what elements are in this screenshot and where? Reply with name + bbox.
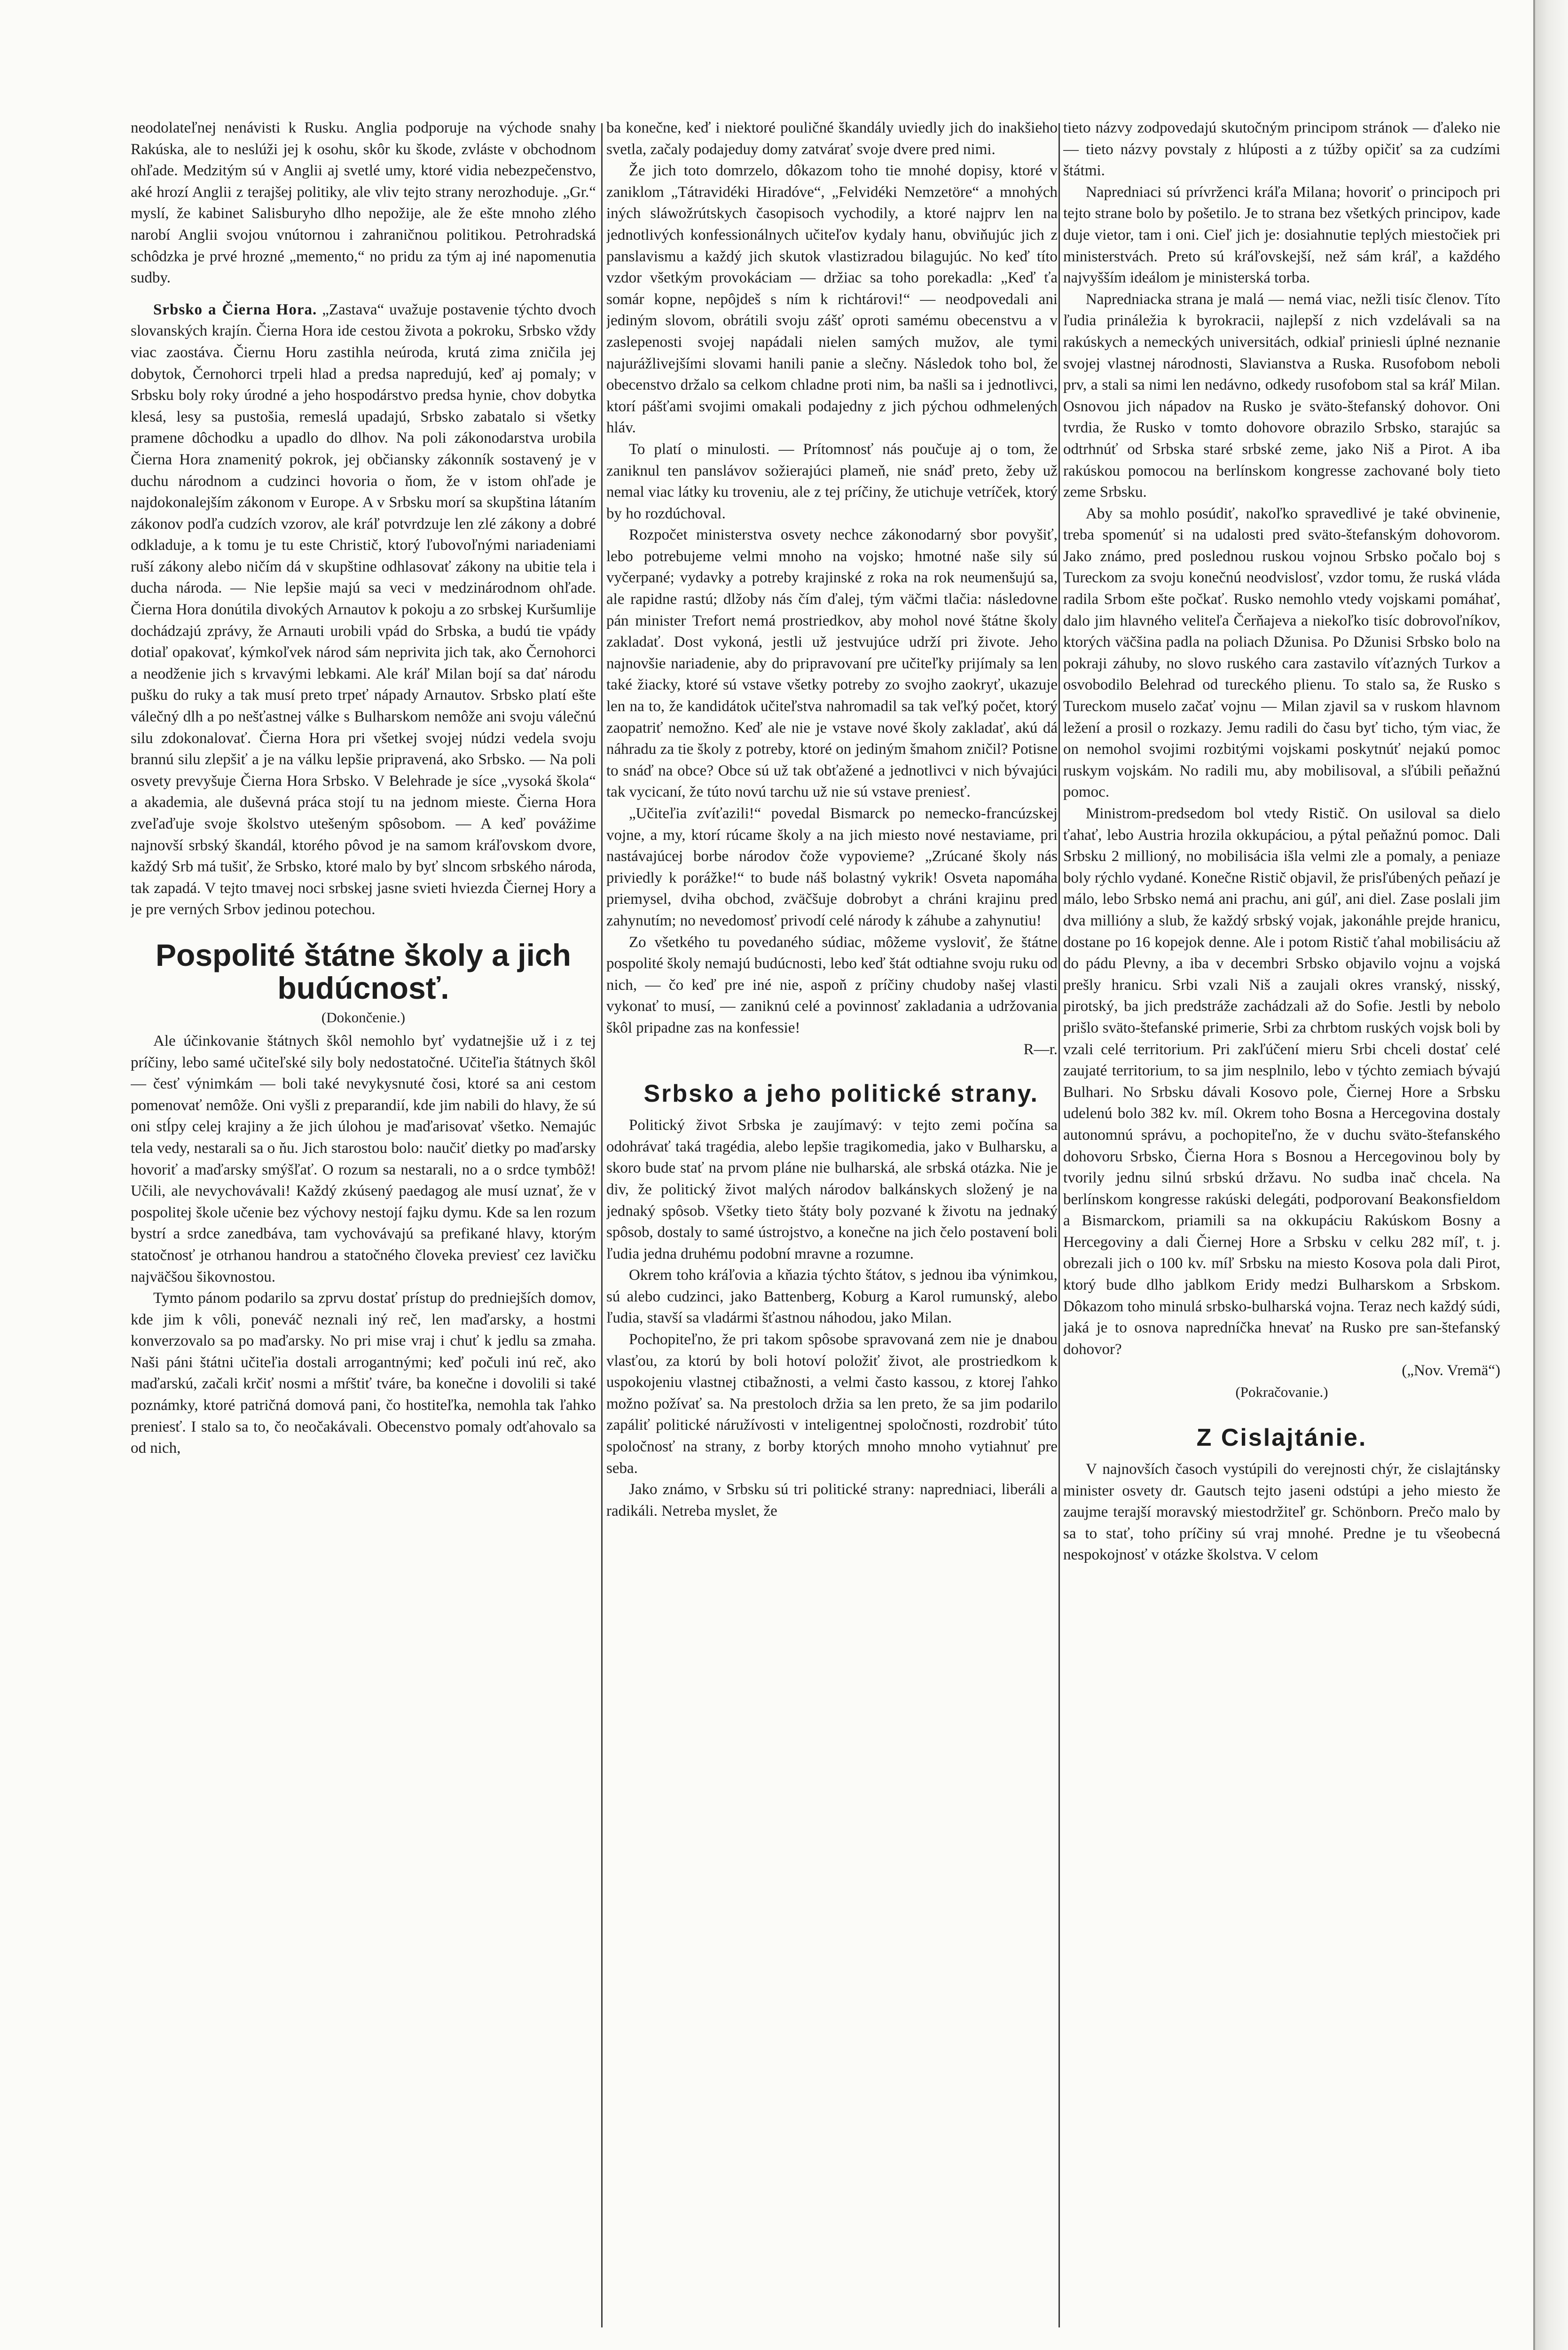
paragraph: tieto názvy zodpovedajú skutočným principom stránok — ďaleko nie — tieto názvy povstaly z hlúposti a z túžby opičiť sa za cudzími štátmi. [1063, 119, 1500, 180]
column-rule [601, 123, 603, 2327]
continuation-note: (Pokračovanie.) [1235, 1384, 1328, 1401]
paragraph: Ale účinkovanie štátnych škôl nemohlo byť vydatnejšie už i z tej príčiny, lebo samé učiteľské sily boly nedostatočné. Učiteľia štátnych škôl — česť výnimkám — boli také nevykysnuté čosi, ktoré sa ani cestom pomenovať nemôže. Oni vyšli z preparandií, kde jim nabili do hlavy, že sú oni stĺpy celej krajiny a že jich úlohou je maďarisovať všetko. Nemajúc tela vedy, nestarali sa o ňu. Jich starostou bolo: naučiť dietky po maďarsky hovoriť a maďarsky smýšľať. O rozum sa nestarali, no a o srdce tymbôž! Učili, ale nevychovávali! Každý zkúsený paedagog ale musí uznať, že v pospolitej škole učenie bez výchovy nestojí fajku dymu. Kde sa len rozum bystrí a srdce zanedbáva, tam vychovávajú sa prefikané hlavy, ktorým statočnosť je otrhanou handrou a statočného človeka previesť cez lavičku najväčšou šikovnostou. [131, 1032, 596, 1285]
paragraph: Tymto pánom podarilo sa zprvu dostať prístup do predniejších domov, kde jim k vôli, poneváč neznali iný reč, len maďarsky, a hostmi konverzovalo sa po maďarsky. No pri mise vraj i chuť k jedlu sa zmaha. Naši páni štátni učiteľia dostali arrogantnými; keď počuli inú reč, ako maďarskú, začali krčiť nosmi a mŕštiť tváre, ba konečne i dovolili si také poznámky, ktoré patričná domová pani, čo hostiteľka, nemohla tak ľahko preniesť. I stalo sa to, čo neočakávali. Obecenstvo pomaly odťahovalo sa od nich, [131, 1290, 596, 1457]
paragraph [131, 299, 596, 921]
paragraph: V najnovších časoch vystúpili do verejnosti chýr, že cislajtánsky minister osvety dr. Gautsch tejto jaseni odstúpi a jeho miesto že zaujme terajší moravský miestodržiteľ gr. Schönborn. Prečo malo by sa to stať, toho príčiny sú vraj mnohé. Predne je tu všeobecná nespokojnosť v otázke školstva. V celom [1063, 1461, 1500, 1564]
paragraph: Aby sa mohlo posúdiť, nakoľko spravedlivé je také obvinenie, treba spomenúť si na udalosti pred sväto-štefanským dohovorom. Jako známo, pred poslednou ruskou vojnou Srbsko počalo boj s Tureckom za svoju konečnú neodvislosť, vzdor tomu, že ruská vláda radila Srbom ešte počkať. Rusko nemohlo vtedy vojskami pomáhať, dalo jim hlavného veliteľa Čerňajeva a niekoľko tisíc dobrovoľníkov, ktorých väčšina padla na poliach Džunisa. Po Džunisi Srbsko bolo na pokraji záhuby, no slovo ruského cara zastavilo víťazných Turkov a osvobodilo Belehrad od tureckého plienu. To stalo sa, že Rusko s Tureckom muselo začať vojnu — Milan zjavil sa v ruskom hlavnom ležení a prosil o rozkazy. Jemu radili do času byť ticho, tým viac, že on nemohol svojimi rozbitými vojskami poskytnúť nejakú pomoc ruskym vojskám. No radili mu, aby mobilisoval, a sľúbili peňažnú pomoc. [1063, 505, 1500, 801]
paragraph: neodolateľnej nenávisti k Rusku. Anglia podporuje na východe snahy Rakúska, ale to neslúži jej k osohu, skôr ku škode, zvláste v obchodnom ohľade. Medzitým sú v Anglii aj svetlé umy, ktoré vidia nebezpečenstvo, aké hrozí Anglii z terajšej politiky, ale vliv tejto strany nerozhoduje. „Gr.“ myslí, že kabinet Salisburyho dlho nepožije, ale že ešte mnoho zlého narobí Anglii svojou vnútornou i zahraničnou politikou. Petrohradská schôdzka je prvé hrozné „memento,“ no pridu za tým aj iné napomenutia sudby. [131, 119, 596, 287]
article-headline: Srbsko a jeho politické strany. [643, 1080, 1039, 1108]
paragraph: Zo všetkého tu povedaného súdiac, môžeme vysloviť, že štátne pospolité školy nemajú budúcnosti, lebo keď štát odtiahne svoju ruku od nich, — čo keď pre iné nie, aspoň z príčiny chudoby našej vlasti vykonať to musí, — zaniknú celé a povinnosť zakladania a udržovania škôl pripadne zas na konfessie! [606, 933, 1058, 1036]
column-left [131, 118, 596, 2326]
paragraph: Okrem toho kráľovia a kňazia týchto štátov, s jednou iba výnimkou, sú alebo cudzinci, jako Battenberg, Koburg a Karol rumunský, alebo ľudia, stavší sa vladármi šťastnou náhodou, jako Milan. [606, 1267, 1058, 1327]
article-subhead: (Dokončenie.) [321, 1009, 406, 1026]
paragraph: Napredniacka strana je malá — nemá viac, nežli tisíc členov. Títo ľudia prináležia k byrokracii, najlepší z nich vzdelávali sa na rakúskych a nemeckých universitách, odkiaľ priniesli úplné neznanie svojej vlastnej národnosti, Slavianstva a Ruska. Rusofobom neboli prv, a stali sa nimi len nedávno, odkedy rusofobom stal sa kráľ Milan. Osnovou jich nápadov na Rusko je sväto-štefanský dohovor. Oni tvrdia, že Rusko v tomto dohovore obrazilo Srbsko, starajúc sa odtrhnúť od Srbska staré srbské zeme, jako Niš a Pirot. A iba rakúskou pomocou na berlínskom kongresse zachované boly tieto zeme Srbsku. [1063, 290, 1500, 501]
article-headline: Pospolité štátne školy a jich budúcnosť. [156, 937, 571, 1005]
paragraph: Napredniaci sú prívrženci kráľa Milana; hovoriť o principoch pri tejto strane bolo by pošetilo. Je to strana bez všetkých principov, kade duje vietor, tam i oni. Cieľ jich je: dosiahnutie teplých miestočiek pri ministerstvách. Preto sú kráľovskejší, než sám kráľ, a každého najvyšším ideálom je ministerská torba. [1063, 183, 1500, 287]
paragraph-text: „Zastava“ uvažuje postavenie týchto dvoch slovanských krajín. Čierna Hora ide cestou života a pokroku, Srbsko vždy viac zaostáva. Čiernu Horu zastihla neúroda, krutá zima zničila jej dobytok, Černohorci trpeli hlad a predsa napredujú, keď aj pomaly; v Srbsku boly roky úrodné a jeho hospodárstvo predsa hynie, chov dobytka klesá, lesy sa pustošia, remeslá upadajú, Srbsko zabatalo si všetky pramene dôchodku a upadlo do dlhov. Na poli zákonodarstva urobila Čierna Hora znamenitý pokrok, jej občiansky zákonník sostavený je v duchu národnom a cudzinci hovoria o ňom, že v istom ohľade je najdokonalejším zákonom v Europe. A v Srbsku morí sa skupština látaním zákonov podľa cudzích vzorov, ale kráľ potvrdzuje len zlé zákony a dobré odkladuje, a k tomu je tu este Christič, ktorý ľubovoľnými nariadeniami ruší zákony alebo ničím dá v skupštine odhlasovať zákony na ubitie tela i ducha národa. — Nie lepšie majú sa veci v medzinárodnom ohľade. Čierna Hora donútila divokých Arnautov k pokoju a zo srbskej Kuršumlije dochádzajú zprávy, že Arnauti urobili vpád do Srbska, a budú tie vpády dotiaľ opakovať, kýmkoľvek národ sám neprivita jich tak, ako Černohorci a neodženie jich s krvavými lebkami. Ale kráľ Milan bojí sa dať národu pušku do ruky a tak musí preto trpeť nápady Arnautov. Srbsko platí ešte válečný dlh a po nešťastnej válke s Bulharskom nemôže ani svoju válečnú silu zdokonalovať. Čierna Hora pri všetkej svojej núdzi vedela svoju brannú silu zlepšiť a je na válku lepšie pripravená, ako Srbsko. — Na poli osvety prevyšuje Čierna Hora Srbsko. V Belehrade je síce „vysoká škola“ a akademia, ale duševná práca stojí tu na jednom mieste. Čierna Hora zveľaďuje svoje školstvo utešeným spôsobom. — A keď povážime najnovší srbský škandál, ktorého pôvod je na samom kráľovskom dvore, každý Srb má tušiť, že Srbsko, ktoré malo by byť slncom srbského národa, tak zapadá. V tejto tmavej noci srbskej jasne svieti hviezda Čiernej Hory a je pre verných Srbov jedinou potechou. [131, 301, 596, 918]
column-rule [1058, 123, 1060, 2327]
author-signature: R—r. [1023, 1041, 1058, 1058]
paragraph: Že jich toto domrzelo, dôkazom toho tie mnohé dopisy, ktoré v zaniklom „Tátravidéki Hiradóve“, „Felvidéki Nemzetöre“ a mnohých iných sláwožrútskych časopisoch vychodily, a ktoré najprv len na jednotlivých konfessionálnych učiteľov kydaly hanu, obviňujúc jich z panslavismu a každý jich skutok vlastizradou bilagujúc. No keď títo vzdor všetkým provokáciam — držiac sa toho porekadla: „Keď ťa somár kopne, nepôjdeš s ním k richtárovi!“ — neodpovedali ani jediným slovom, obrátili svoju zášť oproti samému obecenstvu a v zaslepenosti svojej napádali nielen samých mužov, ale tymi najurážlivejšími slovami hanili panie a slečny. Následok toho bol, že obecenstvo držalo sa celkom chladne proti nim, ba našli sa i jednotlivci, ktorí pášťami svojimi omakali podajedny z jich pýchou odhmelených hláv. [606, 162, 1058, 437]
column-middle [606, 118, 1058, 2326]
paragraph: „Učiteľia zvíťazili!“ povedal Bismarck po nemecko-francúzskej vojne, a my, ktorí rúcame školy a na jich miesto nové nestaviame, pri nastávajúcej borbe národov čože vypovieme? „Zrúcané školy nás priviedly k porážke!“ to bude náš bolastný vykrik! Osveta napomáha priemysel, dviha obchod, zväčšuje dobrobyt a chráni krajinu pred zahynutím; no nevedomosť privodí celé národy k záhube a zahynutiu! [606, 805, 1058, 929]
page-edge-shadow [1535, 0, 1568, 2350]
paragraph: Ministrom-predsedom bol vtedy Ristič. On usiloval sa dielo ťahať, lebo Austria hrozila okkupáciou, a pýtal peňažnú pomoc. Dali Srbsku 2 millioný, no mobilisácia išla velmi zle a pomaly, a peniaze boly rýchlo vydané. Konečne Ristič objavil, že prisľúbených peňazí je málo, lebo Srbsko nemá ani prachu, ani gúľ, ani diel. Zase poslali jim dva millióny a slub, že každý srbský vojak, jakonáhle prejde hranicu, dostane po 16 kopejok denne. Ale i potom Ristič ťahal mobilisáciu až do pádu Plevny, a iba v decembri Srbsko objavilo vojnu a vojská prešly hranicu. Srbi vzali Niš a zaujali okres vranský, nisský, pirotský, ba jich predstráže zachádzali až do Sofie. Jestli by nebolo prišlo sväto-štefanské primerie, Srbi za chrbtom ruských vojsk boli by vzali celé territorium. Pri zakľúčení mieru Srbi chceli dostať celé zaujaté territorium, to sa jim nesplnilo, lebo v týchto zemiach bývajú Bulhari. No Srbsku dávali Kosovo pole, Čiernej Hore a Srbsku udelenú bolo 382 kv. míl. Okrem toho Bosna a Hercegovina dostaly autonomnú správu, a pochopiteľno, že v duchu sväto-štefanského dohovoru Srbsko, Čierna Hora s Bosnou a Hercegovinou boly by tvorily jednu silnú srbskú državu. No sudba inač chcela. Na berlínskom kongresse rakúski delegáti, podporovaní Beakonsfieldom a Bismarckom, priamili sa na okkupáciu Rakúskom Bosny a Hercegoviny a dali Čiernej Hore a Srbsku v celku 282 míľ, t. j. obrezali jich o 100 kv. míľ Srbsku na miesto Kosova pola dali Pirot, ktorý bude dlho jablkom Eridy medzi Bulharskom a Srbskom. Dôkazom toho minulá srbsko-bulharská vojna. Teraz nech každý súdi, jaká je to osnova napredníčka hnevať na Rusko pre san-štefanský dohovor? [1063, 805, 1500, 1358]
paragraph: To platí o minulosti. — Prítomnosť nás poučuje aj o tom, že zaniknul ten panslávov sožierajúci plameň, nie snáď preto, žeby už nemal viac látky ku troveniu, ale z tej príčiny, že utichuje vetríček, ktorý by ho rozdúchoval. [606, 440, 1058, 522]
article-headline: Z Cislajtánie. [1196, 1424, 1367, 1452]
paragraph: Pochopiteľno, že pri takom spôsobe spravovaná zem nie je dnabou vlasťou, za ktorú by boli hotoví položiť život, ale prostriedkom k uspokojeniu vlastnej ctibažnosti, a velmi často kassou, z ktorej ľahko možno požívať sa. Na prestoloch držia sa len preto, že sa jim podarilo zapáliť politické náružívosti v inteligentnej spoločnosti, rozdrobiť túto spoločnosť na strany, z borby ktorých mnoho mnoho vytiahnuť pre seba. [606, 1331, 1058, 1477]
paragraph: Jako známo, v Srbsku sú tri politické strany: napredniaci, liberáli a radikáli. Netreba myslet, že [606, 1481, 1058, 1520]
source-attribution: („Nov. Vremä“) [1402, 1362, 1500, 1379]
paragraph: Rozpočet ministerstva osvety nechce zákonodarný sbor povyšiť, lebo potrebujeme velmi mnoho na vojsko; hmotné naše sily sú vyčerpané; vydavky a potreby krajinské z roka na rok neumenšujú sa, ale rapidne rastú; dlžoby nás čím ďalej, tým väčmi tlačia: následovne pán minister Trefort nemá prostriedkov, aby mohol nové štátne školy zakladať. Dost vykoná, jestli už jestvujúce udrží pri živote. Jeho najnovšie nariadenie, aby do pripravovaní pre učiteľky prijímaly sa len také žiacky, ktoré sú vstave všetky potreby zo svojho zaokryť, ukazuje len na to, že kandidátok učiteľstva nahromadil sa tak veľký počet, ktorý zaopatriť nemožno. Keď ale nie je vstave nové školy zakladať, akú dá náhradu za tie školy z potreby, ktoré on jediným šmahom zničil? Potisne to snáď na obce? Obce sú už tak obťažené a jednotlivci v nich bývajúci tak vycicaní, že túto novú tarchu už nie sú vstave preniesť. [606, 526, 1058, 801]
paragraph: ba konečne, keď i niektoré pouličné škandály uviedly jich do inakšieho svetla, začaly podajeduy domy zatvárať svoje dvere pred nimi. [606, 119, 1058, 158]
column-right [1063, 118, 1500, 2326]
paragraph: Politický život Srbska je zaujímavý: v tejto zemi počína sa odohrávať taká tragédia, alebo lepšie tragikomedia, jako v Bulharsku, a skoro bude stať na prvom pláne nie bulharská, ale srbská otázka. Nie je div, že politický život malých národov balkánskych složený je na jednaký spôsob. Všetky tieto štáty boly pozvané k životu na jednaký spôsob, dostaly to samé ústrojstvo, a konečne na jich čelo postavení boli ľudia jedna druhému podobní mravne a rozumne. [606, 1117, 1058, 1262]
run-in-heading: Srbsko a Čierna Hora. [153, 301, 317, 318]
